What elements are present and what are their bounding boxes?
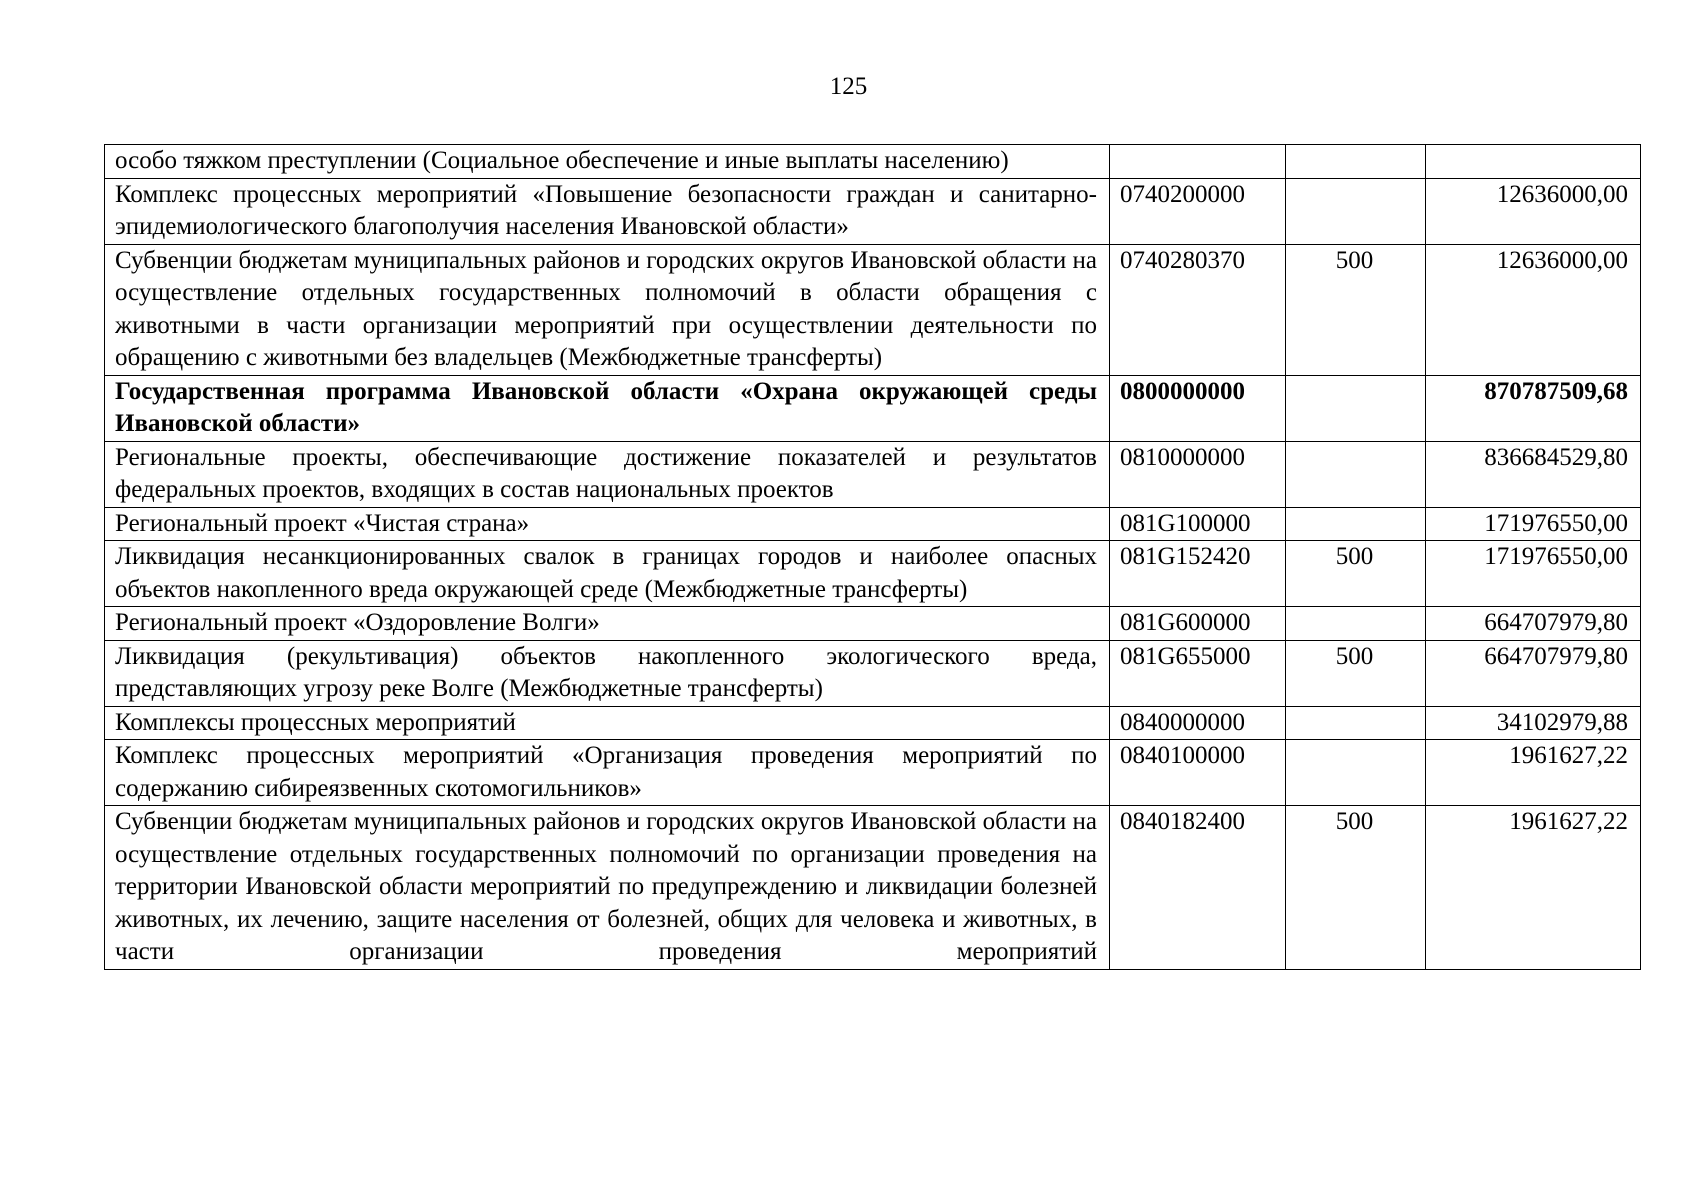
table-row (105, 178, 1641, 244)
row-sum-cell: 12636000,00 (1426, 178, 1641, 244)
table-row (105, 806, 1641, 970)
row-expense-type-cell (1286, 375, 1426, 441)
row-expense-type-cell: 500 (1286, 244, 1426, 375)
budget-table-body (105, 145, 1641, 970)
row-name-cell: Региональный проект «Чистая страна» (105, 507, 1110, 541)
table-row (105, 145, 1641, 179)
row-sum-cell: 171976550,00 (1426, 541, 1641, 607)
row-sum-cell: 664707979,80 (1426, 607, 1641, 641)
row-name-cell: Ликвидация (рекультивация) объектов накопленного экологического вреда, представляющих угрозу реке Волге (Межбюджетные трансферты) (105, 640, 1110, 706)
row-expense-type-cell (1286, 441, 1426, 507)
row-name-cell: особо тяжком преступлении (Социальное обеспечение и иные выплаты населению) (105, 145, 1110, 179)
row-code-cell: 0810000000 (1110, 441, 1286, 507)
table-row (105, 507, 1641, 541)
row-code-cell: 0800000000 (1110, 375, 1286, 441)
row-sum-cell: 34102979,88 (1426, 706, 1641, 740)
table-row (105, 740, 1641, 806)
table-row-program (105, 375, 1641, 441)
row-expense-type-cell (1286, 706, 1426, 740)
row-sum-cell: 171976550,00 (1426, 507, 1641, 541)
row-name-cell: Субвенции бюджетам муниципальных районов и городских округов Ивановской области на осуществление отдельных государственных полномочий в области обращения с животными в части организации мероприятий при осуществлении деятельности по обращению с животными без владельцев (Межбюджетные трансферты) (105, 244, 1110, 375)
table-row (105, 640, 1641, 706)
row-name-cell: Региональный проект «Оздоровление Волги» (105, 607, 1110, 641)
row-expense-type-cell: 500 (1286, 806, 1426, 970)
row-code-cell: 0840182400 (1110, 806, 1286, 970)
row-expense-type-cell (1286, 740, 1426, 806)
page-number: 125 (829, 73, 868, 100)
row-code-cell (1110, 145, 1286, 179)
row-sum-cell: 12636000,00 (1426, 244, 1641, 375)
row-name-cell: Ликвидация несанкционированных свалок в границах городов и наиболее опасных объектов накопленного вреда окружающей среде (Межбюджетные трансферты) (105, 541, 1110, 607)
row-sum-cell: 1961627,22 (1426, 740, 1641, 806)
row-sum-cell: 664707979,80 (1426, 640, 1641, 706)
row-sum-cell: 870787509,68 (1426, 375, 1641, 441)
row-name-cell: Комплекс процессных мероприятий «Повышение безопасности граждан и санитарно-эпидемиологического благополучия населения Ивановской области» (105, 178, 1110, 244)
row-name-cell: Субвенции бюджетам муниципальных районов и городских округов Ивановской области на осуществление отдельных государственных полномочий по организации проведения на территории Ивановской области мероприятий по предупреждению и ликвидации болезней животных, их лечению, защите населения от болезней, общих для человека и животных, в части организации проведения мероприятий (105, 806, 1110, 970)
row-sum-cell: 836684529,80 (1426, 441, 1641, 507)
row-code-cell: 081G655000 (1110, 640, 1286, 706)
row-code-cell: 0840100000 (1110, 740, 1286, 806)
row-code-cell: 081G100000 (1110, 507, 1286, 541)
row-code-cell: 081G152420 (1110, 541, 1286, 607)
budget-table (104, 144, 1641, 970)
table-row (105, 607, 1641, 641)
row-expense-type-cell: 500 (1286, 541, 1426, 607)
row-expense-type-cell (1286, 145, 1426, 179)
row-sum-cell: 1961627,22 (1426, 806, 1641, 970)
row-expense-type-cell (1286, 178, 1426, 244)
row-expense-type-cell (1286, 507, 1426, 541)
row-name-cell: Государственная программа Ивановской области «Охрана окружающей среды Ивановской области» (105, 375, 1110, 441)
row-code-cell: 081G600000 (1110, 607, 1286, 641)
table-row (105, 244, 1641, 375)
row-code-cell: 0840000000 (1110, 706, 1286, 740)
table-row (105, 541, 1641, 607)
row-name-cell: Региональные проекты, обеспечивающие достижение показателей и результатов федеральных проектов, входящих в состав национальных проектов (105, 441, 1110, 507)
table-row (105, 441, 1641, 507)
row-code-cell: 0740200000 (1110, 178, 1286, 244)
row-sum-cell (1426, 145, 1641, 179)
row-name-cell: Комплекс процессных мероприятий «Организация проведения мероприятий по содержанию сибиреязвенных скотомогильников» (105, 740, 1110, 806)
row-expense-type-cell (1286, 607, 1426, 641)
table-row (105, 706, 1641, 740)
row-code-cell: 0740280370 (1110, 244, 1286, 375)
row-name-cell: Комплексы процессных мероприятий (105, 706, 1110, 740)
row-expense-type-cell: 500 (1286, 640, 1426, 706)
